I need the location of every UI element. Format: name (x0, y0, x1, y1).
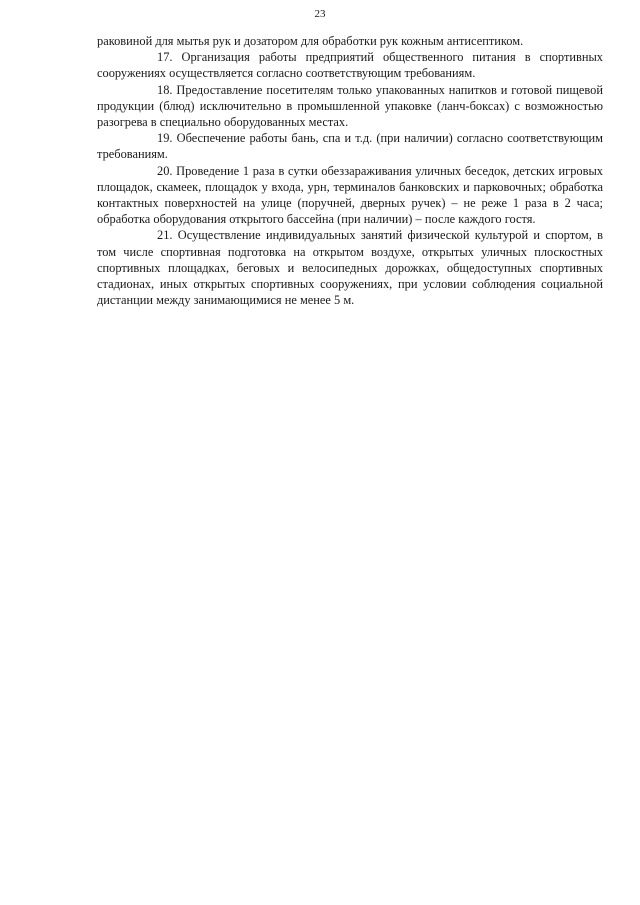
paragraph-continuation: раковиной для мытья рук и дозатором для обработки рук кожным антисептиком. (97, 34, 524, 48)
paragraph-20-disinfection: 20. Проведение 1 раза в сутки обеззараживания уличных беседок, детских игровых площадок, скамеек, площадок у входа, урн, терминалов банковских и парковочных; обработка контактных поверхностей на улице (поручней, дверных ручек) – не реже 1 раза в 2 часа; обработка оборудования открытого бассейна (при наличии) – после каждого гостя. (97, 163, 603, 227)
paragraph-19-baths-spa: 19. Обеспечение работы бань, спа и т.д. (при наличии) согласно соответствующим требованиям. (97, 131, 603, 162)
document-body (97, 33, 603, 308)
page-number: 23 (314, 8, 326, 20)
paragraph-18-packaged-food: 18. Предоставление посетителям только упакованных напитков и готовой пищевой продукции (блюд) исключительно в промышленной упаковке (ланч-боксах) с возможностью разогрева в специально оборудованных местах. (97, 82, 603, 130)
paragraph-17-catering: 17. Организация работы предприятий общественного питания в спортивных сооружениях осуществляется согласно соответствующим требованиям. (97, 50, 603, 81)
paragraph-21-individual-sports: 21. Осуществление индивидуальных занятий физической культурой и спортом, в том числе спортивная подготовка на открытом воздухе, открытых уличных плоскостных спортивных площадках, беговых и велосипедных дорожках, общедоступных спортивных стадионах, иных открытых спортивных сооружениях, при условии соблюдения социальной дистанции между занимающимися не менее 5 м. (97, 228, 603, 308)
